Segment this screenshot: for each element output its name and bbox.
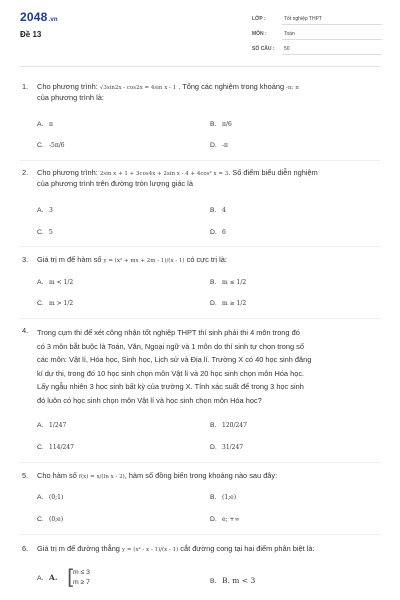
question-divider — [20, 246, 380, 247]
q1-option-a[interactable]: A. π — [37, 121, 53, 128]
q6-system: [ m ≤ 3 m ≥ 7 — [67, 565, 90, 589]
question-1: 1. Cho phương trình: √3sin2x - cos2x = 4sin x - 1 . Tổng các nghiệm trong khoảng -π; π của phương trình là: — [22, 82, 299, 102]
site-logo[interactable]: 2048.vn — [20, 10, 58, 24]
question-5: 5. Cho hàm số f(x) = x/(ln x - 2), hàm số đồng biến trong khoảng nào sau đây: — [22, 471, 278, 480]
worksheet-header — [0, 0, 400, 66]
meta-question-count: SỐ CÂU : 50 — [252, 43, 382, 55]
q5-option-b[interactable]: B. (1;e) — [210, 494, 237, 501]
question-divider — [20, 534, 380, 535]
exam-code: Đề 13 — [20, 30, 42, 39]
q3-option-c[interactable]: C. m > 1/2 — [37, 300, 74, 307]
q2-option-d[interactable]: D. 6 — [210, 229, 226, 236]
q4-option-d[interactable]: D. 31/247 — [210, 444, 244, 451]
q4-option-a[interactable]: A. 1/247 — [37, 422, 67, 429]
question-2: 2. Cho phương trình: 2sin x + 1 + 3cos4x + 2sin x - 4 + 4cos² x = 3. Số điểm biểu diễn nghiệm của phương trình trên đường tròn lượng giác là — [22, 168, 318, 188]
q3-option-b[interactable]: B. m ≤ 1/2 — [210, 279, 247, 286]
question-divider — [20, 160, 380, 161]
q2-option-c[interactable]: C. 5 — [37, 229, 53, 236]
q1-option-b[interactable]: B. π/6 — [210, 121, 232, 128]
q4-option-b[interactable]: B. 120/247 — [210, 422, 247, 429]
q1-option-d[interactable]: D. -π — [210, 142, 228, 149]
q5-option-c[interactable]: C. (0;e) — [37, 516, 64, 523]
header-divider — [20, 66, 380, 67]
q6-option-b[interactable]: B. B. m < 3 — [210, 576, 256, 585]
question-6: 6. Giá trị m để đường thẳng y = (x² - x - 1)/(x - 1) cắt đường cong tại hai điểm phân biệt là: — [22, 544, 315, 553]
q3-option-d[interactable]: D. m ≥ 1/2 — [210, 300, 247, 307]
question-4: 4. Trong cụm thi để xét công nhận tốt nghiệp THPT thí sinh phải thi 4 môn trong đó có 3 môn bắt buộc là Toán, Văn, Ngoại ngữ và 1 môn do thí sinh tự chọn trong số các môn: Vật lí, Hóa học, Sinh học, Lịch sử và Địa lí. Trường X có 40 học sinh đăng kí dự thi, trong đó 10 học sinh chọn môn Vật lí và 20 học sinh chọn môn Hóa học. Lấy ngẫu nhiên 3 học sinh bất kỳ của trường X. Tính xác suất để trong 3 học sinh đó luôn có học sinh chọn môn Vật lí và học sinh chọn môn Hóa học? — [22, 326, 312, 405]
question-divider — [20, 318, 380, 319]
bracket-icon: [ — [67, 565, 75, 589]
meta-subject: MÔN : Toán — [252, 28, 382, 40]
question-divider — [20, 462, 380, 463]
q1-option-c[interactable]: C. -5π/6 — [37, 142, 65, 149]
q3-option-a[interactable]: A. m < 1/2 — [37, 279, 74, 286]
q5-option-d[interactable]: D. e; +∞ — [210, 516, 240, 523]
q5-option-a[interactable]: A. (0;1) — [37, 494, 64, 501]
q4-option-c[interactable]: C. 114/247 — [37, 444, 74, 451]
q6-option-a[interactable]: A. A. [ m ≤ 3 m ≥ 7 — [37, 573, 157, 595]
q2-option-a[interactable]: A. 3 — [37, 207, 53, 214]
meta-class: LỚP : Tốt nghiệp THPT — [252, 13, 382, 25]
q2-option-b[interactable]: B. 4 — [210, 207, 226, 214]
question-3: 3. Giá trị m để hàm số y = (x² + mx + 2m - 1)/(x - 1) có cực trị là: — [22, 255, 227, 264]
